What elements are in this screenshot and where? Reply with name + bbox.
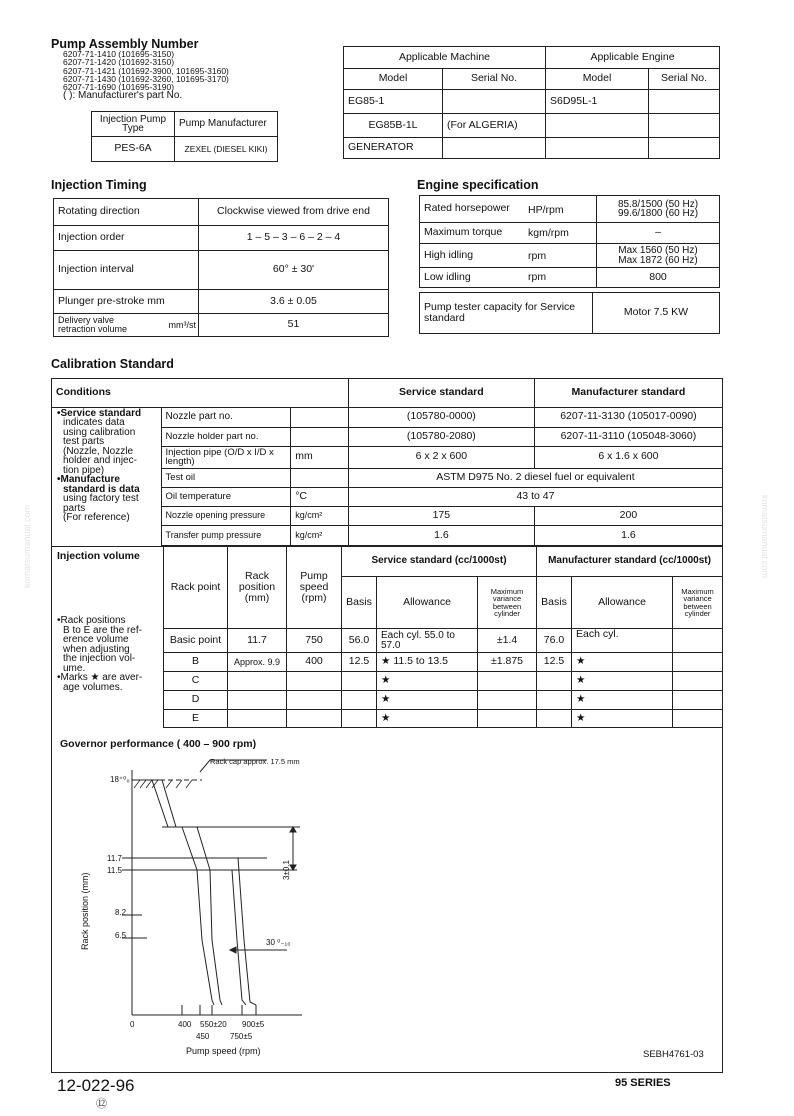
basis: 12.5 <box>342 653 377 672</box>
cond-label: Test oil <box>161 468 291 487</box>
cond-manufacturer: 1.6 <box>534 525 722 546</box>
timing-label: Injection order <box>54 226 199 251</box>
engine-label: High idling <box>424 248 474 261</box>
pump-speed <box>287 691 342 710</box>
max-variance <box>478 691 537 710</box>
engine-model <box>546 138 649 159</box>
timing-label: Delivery valve retraction volume <box>58 315 128 334</box>
rack-cap-label: Rack cap approx. 17.5 mm <box>210 757 300 766</box>
x-tick-900: 900±5 <box>242 1020 265 1029</box>
machine-serial: (For ALGERIA) <box>443 114 546 138</box>
engine-label-cell <box>420 244 597 268</box>
max-variance <box>478 672 537 691</box>
assembly-number: 6207-71-1690 (101695-3190) <box>63 82 175 93</box>
rack-point: C <box>164 672 228 691</box>
cond-manufacturer: 6207-11-3110 (105048-3060) <box>534 427 722 446</box>
watermark-right: komatsumanual.com <box>760 495 770 579</box>
assembly-number: 6207-71-1420 (101692-3150) <box>63 57 175 68</box>
cond-service: (105780-0000) <box>348 407 534 427</box>
tester-label: Pump tester capacity for Service standard <box>420 293 593 334</box>
cond-unit <box>291 427 349 446</box>
mfr-variance <box>673 710 723 728</box>
allowance: ★ 11.5 to 13.5 <box>377 653 478 672</box>
pump-manufacturer-header: Pump Manufacturer <box>175 112 278 137</box>
y-tick-6-5: 6.5 <box>115 931 127 940</box>
engine-value: 800 <box>597 268 720 288</box>
cond-unit: °C <box>291 487 349 506</box>
y-tick-8-2: 8.2 <box>115 908 127 917</box>
note-line: when adjusting <box>63 643 130 655</box>
basis-header: Basis <box>537 577 572 629</box>
x-tick-450: 450 <box>196 1032 210 1041</box>
governor-curve-400 <box>162 780 222 1005</box>
mfr-variance <box>673 691 723 710</box>
engine-spec-table <box>419 195 720 288</box>
rack-point: D <box>164 691 228 710</box>
mfr-variance <box>673 629 723 653</box>
dim-30-label: 30 ⁰₋₁₀ <box>266 938 291 947</box>
cond-service: 6 x 2 x 600 <box>348 446 534 468</box>
timing-label: Injection interval <box>54 251 199 290</box>
mfr-variance <box>673 672 723 691</box>
pump-tester-table <box>419 292 720 334</box>
calibration-title: Calibration Standard <box>51 357 174 371</box>
cond-service: (105780-2080) <box>348 427 534 446</box>
engine-label-cell <box>420 223 597 244</box>
machine-serial <box>443 90 546 114</box>
pump-speed: 750 <box>287 629 342 653</box>
note-line: using factory test <box>63 493 139 504</box>
engine-value: Max 1560 (50 Hz) <box>618 245 698 256</box>
conditions-table <box>52 379 722 546</box>
x-tick-550: 550±20 <box>200 1020 227 1029</box>
part-no-note: ( ): Manufacturer's part No. <box>63 90 183 102</box>
cond-manufacturer: 6 x 1.6 x 600 <box>534 446 722 468</box>
mfr-basis <box>537 672 572 691</box>
x-tick-750: 750±5 <box>230 1032 253 1041</box>
cond-unit <box>291 407 349 427</box>
note-line: (For reference) <box>63 512 130 523</box>
y-tick-11-5: 11.5 <box>107 866 122 875</box>
note-line: ume. <box>63 662 86 674</box>
x-tick-400: 400 <box>178 1020 192 1029</box>
rack-position-header: Rack position (mm) <box>228 547 287 629</box>
basis <box>342 710 377 728</box>
cond-label: Transfer pump pressure <box>161 525 291 546</box>
cond-label: Injection pipe (O/D x I/D x length) <box>161 446 291 468</box>
cond-both: 43 to 47 <box>348 487 722 506</box>
pump-manufacturer-value: ZEXEL (DIESEL KIKI) <box>175 137 278 162</box>
cond-unit: mm <box>291 446 349 468</box>
basis <box>342 691 377 710</box>
applicable-machine-header: Applicable Machine <box>344 47 546 69</box>
cond-both: ASTM D975 No. 2 diesel fuel or equivalent <box>348 468 722 487</box>
allowance: ★ <box>377 691 478 710</box>
rack-point-header: Rack point <box>164 547 228 629</box>
mfr-basis: 12.5 <box>537 653 572 672</box>
series-label: 95 SERIES <box>615 1077 671 1089</box>
note-line: parts <box>63 502 86 514</box>
mfr-allowance: ★ <box>572 691 673 710</box>
cond-service: 1.6 <box>348 525 534 546</box>
engine-label: Maximum torque <box>424 226 503 239</box>
rack-position: Approx. 9.9 <box>228 653 287 672</box>
injection-timing-title: Injection Timing <box>51 178 147 192</box>
rack-position <box>228 672 287 691</box>
mfr-allowance: ★ <box>572 653 673 672</box>
document-code: SEBH4761-03 <box>643 1049 704 1060</box>
allowance-header: Allowance <box>572 577 673 629</box>
manufacturer-cc-header: Manufacturer standard (cc/1000st) <box>537 547 723 577</box>
timing-unit: mm³/st <box>168 320 196 330</box>
governor-curve-450 <box>182 827 214 1005</box>
pump-speed <box>287 710 342 728</box>
cond-service: 175 <box>348 506 534 525</box>
injection-timing-table <box>53 198 389 337</box>
engine-label-cell <box>420 268 597 288</box>
timing-value: Clockwise viewed from drive end <box>199 199 389 226</box>
rack-cap-leader <box>200 760 267 772</box>
max-variance <box>478 710 537 728</box>
governor-xlabel: Pump speed (rpm) <box>186 1046 261 1056</box>
injection-volume-header: Injection volume <box>57 550 140 562</box>
machine-model: EG85-1 <box>344 90 443 114</box>
assembly-number: 6207-71-1421 (101692-3900, 101695-3160) <box>63 65 229 76</box>
serial-header: Serial No. <box>443 69 546 90</box>
rack-position: 11.7 <box>228 629 287 653</box>
engine-value: 85.8/1500 (50 Hz) <box>617 198 699 210</box>
note-line: tion pipe) <box>63 464 105 476</box>
rack-point: Basic point <box>164 629 228 653</box>
mfr-basis: 76.0 <box>537 629 572 653</box>
machine-serial <box>443 138 546 159</box>
note-line: (Nozzle, Nozzle <box>63 445 134 457</box>
dim-arrow-up <box>290 827 296 832</box>
conditions-header: Conditions <box>52 379 348 407</box>
allowance: Each cyl. 55.0 to 57.0 <box>377 629 478 653</box>
watermark-left: komatsumanual.com <box>22 505 32 589</box>
assembly-number: 6207-71-1410 (101695-3150) <box>63 49 175 59</box>
mfr-variance <box>673 653 723 672</box>
pump-speed <box>287 672 342 691</box>
engine-model-header: Model <box>546 69 649 90</box>
note-line: age volumes. <box>63 681 123 693</box>
pump-type-header: Injection Pump Type <box>92 112 175 137</box>
dim-30-arrow <box>230 947 236 953</box>
service-standard-header: Service standard <box>348 379 534 407</box>
rack-point: B <box>164 653 228 672</box>
applicable-table <box>343 46 720 159</box>
note-line: standard is data <box>63 483 140 495</box>
timing-value: 51 <box>199 314 389 337</box>
model-header: Model <box>344 69 443 90</box>
injection-volume-note <box>52 547 164 728</box>
cond-label: Nozzle holder part no. <box>161 427 291 446</box>
mfr-allowance: Each cyl. <box>572 629 673 653</box>
cond-label: Nozzle part no. <box>161 407 291 427</box>
basis <box>342 672 377 691</box>
governor-title: Governor performance ( 400 – 900 rpm) <box>60 738 257 750</box>
allowance: ★ <box>377 672 478 691</box>
pump-speed: 400 <box>287 653 342 672</box>
page-circle: ⑫ <box>96 1098 107 1110</box>
timing-value: 60° ± 30' <box>199 251 389 290</box>
basis: 56.0 <box>342 629 377 653</box>
engine-serial <box>649 90 720 114</box>
note-line: B to E are the ref- <box>63 624 142 636</box>
page-number: 12-022-96 <box>57 1076 135 1095</box>
basis-header: Basis <box>342 577 377 629</box>
engine-serial <box>649 114 720 138</box>
machine-model: EG85B-1L <box>344 114 443 138</box>
governor-curve-lower-bound <box>152 780 170 827</box>
governor-ylabel-text: Rack position (mm) <box>80 872 90 950</box>
timing-label: Rotating direction <box>54 199 199 226</box>
conditions-note <box>52 407 161 546</box>
note-line: •Service standard <box>57 407 142 419</box>
rack-position <box>228 710 287 728</box>
mfr-basis <box>537 691 572 710</box>
assembly-number: 6207-71-1430 (101692-3260, 101695-3170) <box>63 73 229 84</box>
timing-value: 3.6 ± 0.05 <box>199 290 389 314</box>
note-line: using calibration <box>63 426 136 438</box>
max-variance: ±1.4 <box>478 629 537 653</box>
engine-unit: kgm/rpm <box>528 227 569 239</box>
pump-speed-header: Pump speed (rpm) <box>287 547 342 629</box>
cond-manufacturer: 6207-11-3130 (105017-0090) <box>534 407 722 427</box>
pump-type-value: PES-6A <box>92 137 175 162</box>
rack-position <box>228 691 287 710</box>
cond-label: Oil temperature <box>161 487 291 506</box>
note-line: the injection vol- <box>63 653 136 665</box>
engine-value: 99.6/1800 (60 Hz) <box>617 208 699 219</box>
y-tick-18: 18⁺⁰₀ <box>110 775 130 784</box>
cond-unit: kg/cm² <box>291 506 349 525</box>
note-line: •Manufacture <box>57 474 120 485</box>
manufacturer-standard-header: Manufacturer standard <box>534 379 722 407</box>
rack-point: E <box>164 710 228 728</box>
note-line: erence volume <box>63 634 129 646</box>
governor-chart <box>52 750 722 1070</box>
cond-unit: kg/cm² <box>291 525 349 546</box>
engine-value: – <box>597 223 720 244</box>
cond-label: Nozzle opening pressure <box>161 506 291 525</box>
max-variance-header: Maximum variance between cylinder <box>673 577 723 629</box>
allowance: ★ <box>377 710 478 728</box>
allowance-header: Allowance <box>377 577 478 629</box>
engine-label: Low idling <box>424 270 471 283</box>
note-line: indicates data <box>63 417 125 428</box>
tester-value: Motor 7.5 KW <box>593 293 720 334</box>
engine-serial <box>649 138 720 159</box>
pump-assembly <box>51 38 229 101</box>
engine-value: Max 1872 (60 Hz) <box>618 254 698 266</box>
injection-volume-table <box>52 546 722 728</box>
cond-unit <box>291 468 349 487</box>
engine-unit: HP/rpm <box>528 204 564 216</box>
engine-unit: rpm <box>528 271 547 283</box>
engine-serial-header: Serial No. <box>649 69 720 90</box>
engine-label-cell <box>420 196 597 223</box>
note-line: holder and injec- <box>63 455 137 466</box>
dim-3-label: 3±0.1 <box>282 860 291 880</box>
max-variance: ±1.875 <box>478 653 537 672</box>
engine-unit: rpm <box>528 250 547 262</box>
max-variance-header: Maximum variance between cylinder <box>478 577 537 629</box>
timing-label: Plunger pre-stroke mm <box>54 290 199 314</box>
engine-model <box>546 114 649 138</box>
engine-spec-title: Engine specification <box>417 178 539 192</box>
timing-value: 1 – 5 – 3 – 6 – 2 – 4 <box>199 226 389 251</box>
x-tick-0: 0 <box>130 1020 135 1029</box>
y-tick-11-7: 11.7 <box>107 854 122 863</box>
engine-model: S6D95L-1 <box>546 90 649 114</box>
mfr-allowance: ★ <box>572 672 673 691</box>
note-line: •Rack positions <box>57 615 126 627</box>
mfr-basis <box>537 710 572 728</box>
service-cc-header: Service standard (cc/1000st) <box>342 547 537 577</box>
machine-model: GENERATOR <box>344 138 443 159</box>
cond-manufacturer: 200 <box>534 506 722 525</box>
pump-type-table <box>91 111 278 162</box>
pump-assembly-title: Pump Assembly Number <box>51 37 199 51</box>
mfr-allowance: ★ <box>572 710 673 728</box>
applicable-engine-header: Applicable Engine <box>546 47 720 69</box>
timing-label-cell <box>54 314 199 337</box>
note-line: •Marks ★ are aver- <box>57 672 143 684</box>
note-line: test parts <box>63 436 105 447</box>
engine-label: Rated horsepower <box>424 202 510 215</box>
